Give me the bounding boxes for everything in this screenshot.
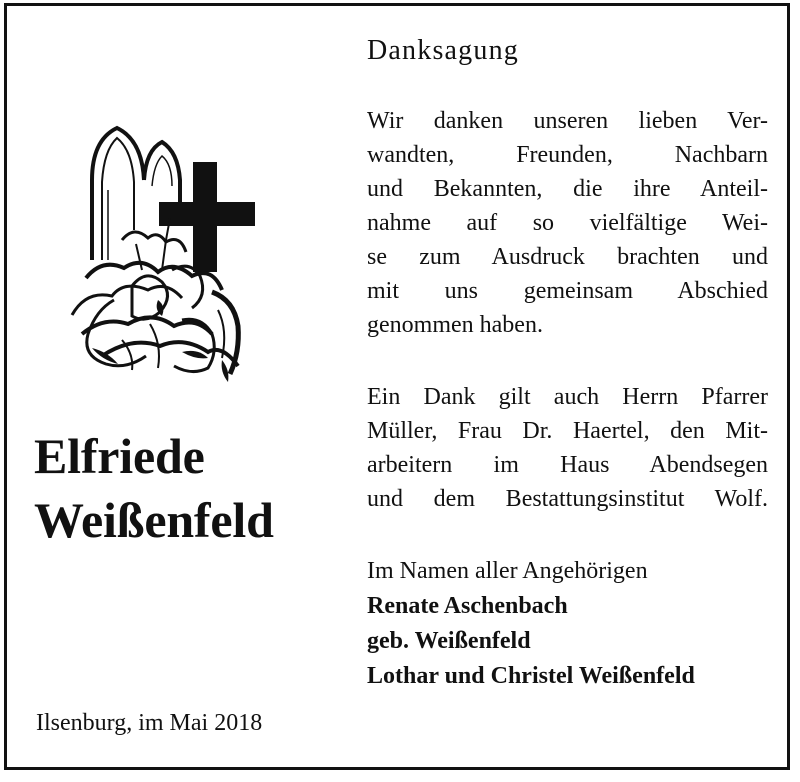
additional-thanks-paragraph bbox=[367, 380, 768, 516]
signature-name: geb. Weißenfeld bbox=[367, 628, 531, 654]
additional-thanks-line: Müller, Frau Dr. Haertel, den Mit- bbox=[367, 418, 768, 444]
thanks-line: mit uns gemeinsam Abschied bbox=[367, 278, 768, 304]
deceased-last-name: Weißenfeld bbox=[34, 492, 274, 548]
signature-intro: Im Namen aller Angehörigen bbox=[367, 558, 648, 584]
additional-thanks-line: Ein Dank gilt auch Herrn Pfarrer bbox=[367, 384, 768, 410]
thanks-line: genommen haben. bbox=[367, 312, 543, 338]
place-date: Ilsenburg, im Mai 2018 bbox=[36, 710, 263, 736]
additional-thanks-line: und dem Bestattungsinstitut Wolf. bbox=[367, 486, 768, 512]
deceased-first-name: Elfriede bbox=[34, 428, 205, 484]
thanks-line: Wir danken unseren lieben Ver- bbox=[367, 108, 768, 134]
cross-lily-window-icon bbox=[62, 120, 262, 385]
additional-thanks-line: arbeitern im Haus Abendsegen bbox=[367, 452, 768, 478]
signature-name: Lothar und Christel Weißenfeld bbox=[367, 663, 695, 689]
thanks-paragraph bbox=[367, 104, 768, 342]
thanks-line: nahme auf so vielfältige Wei- bbox=[367, 210, 768, 236]
thanks-line: und Bekannten, die ihre Anteil- bbox=[367, 176, 768, 202]
signature-block bbox=[367, 554, 768, 694]
message-column bbox=[367, 34, 768, 694]
heading: Danksagung bbox=[367, 35, 519, 66]
thanks-line: se zum Ausdruck brachten und bbox=[367, 244, 768, 270]
deceased-name bbox=[34, 424, 344, 552]
signature-name: Renate Aschenbach bbox=[367, 593, 568, 619]
thanks-line: wandten, Freunden, Nachbarn bbox=[367, 142, 768, 168]
